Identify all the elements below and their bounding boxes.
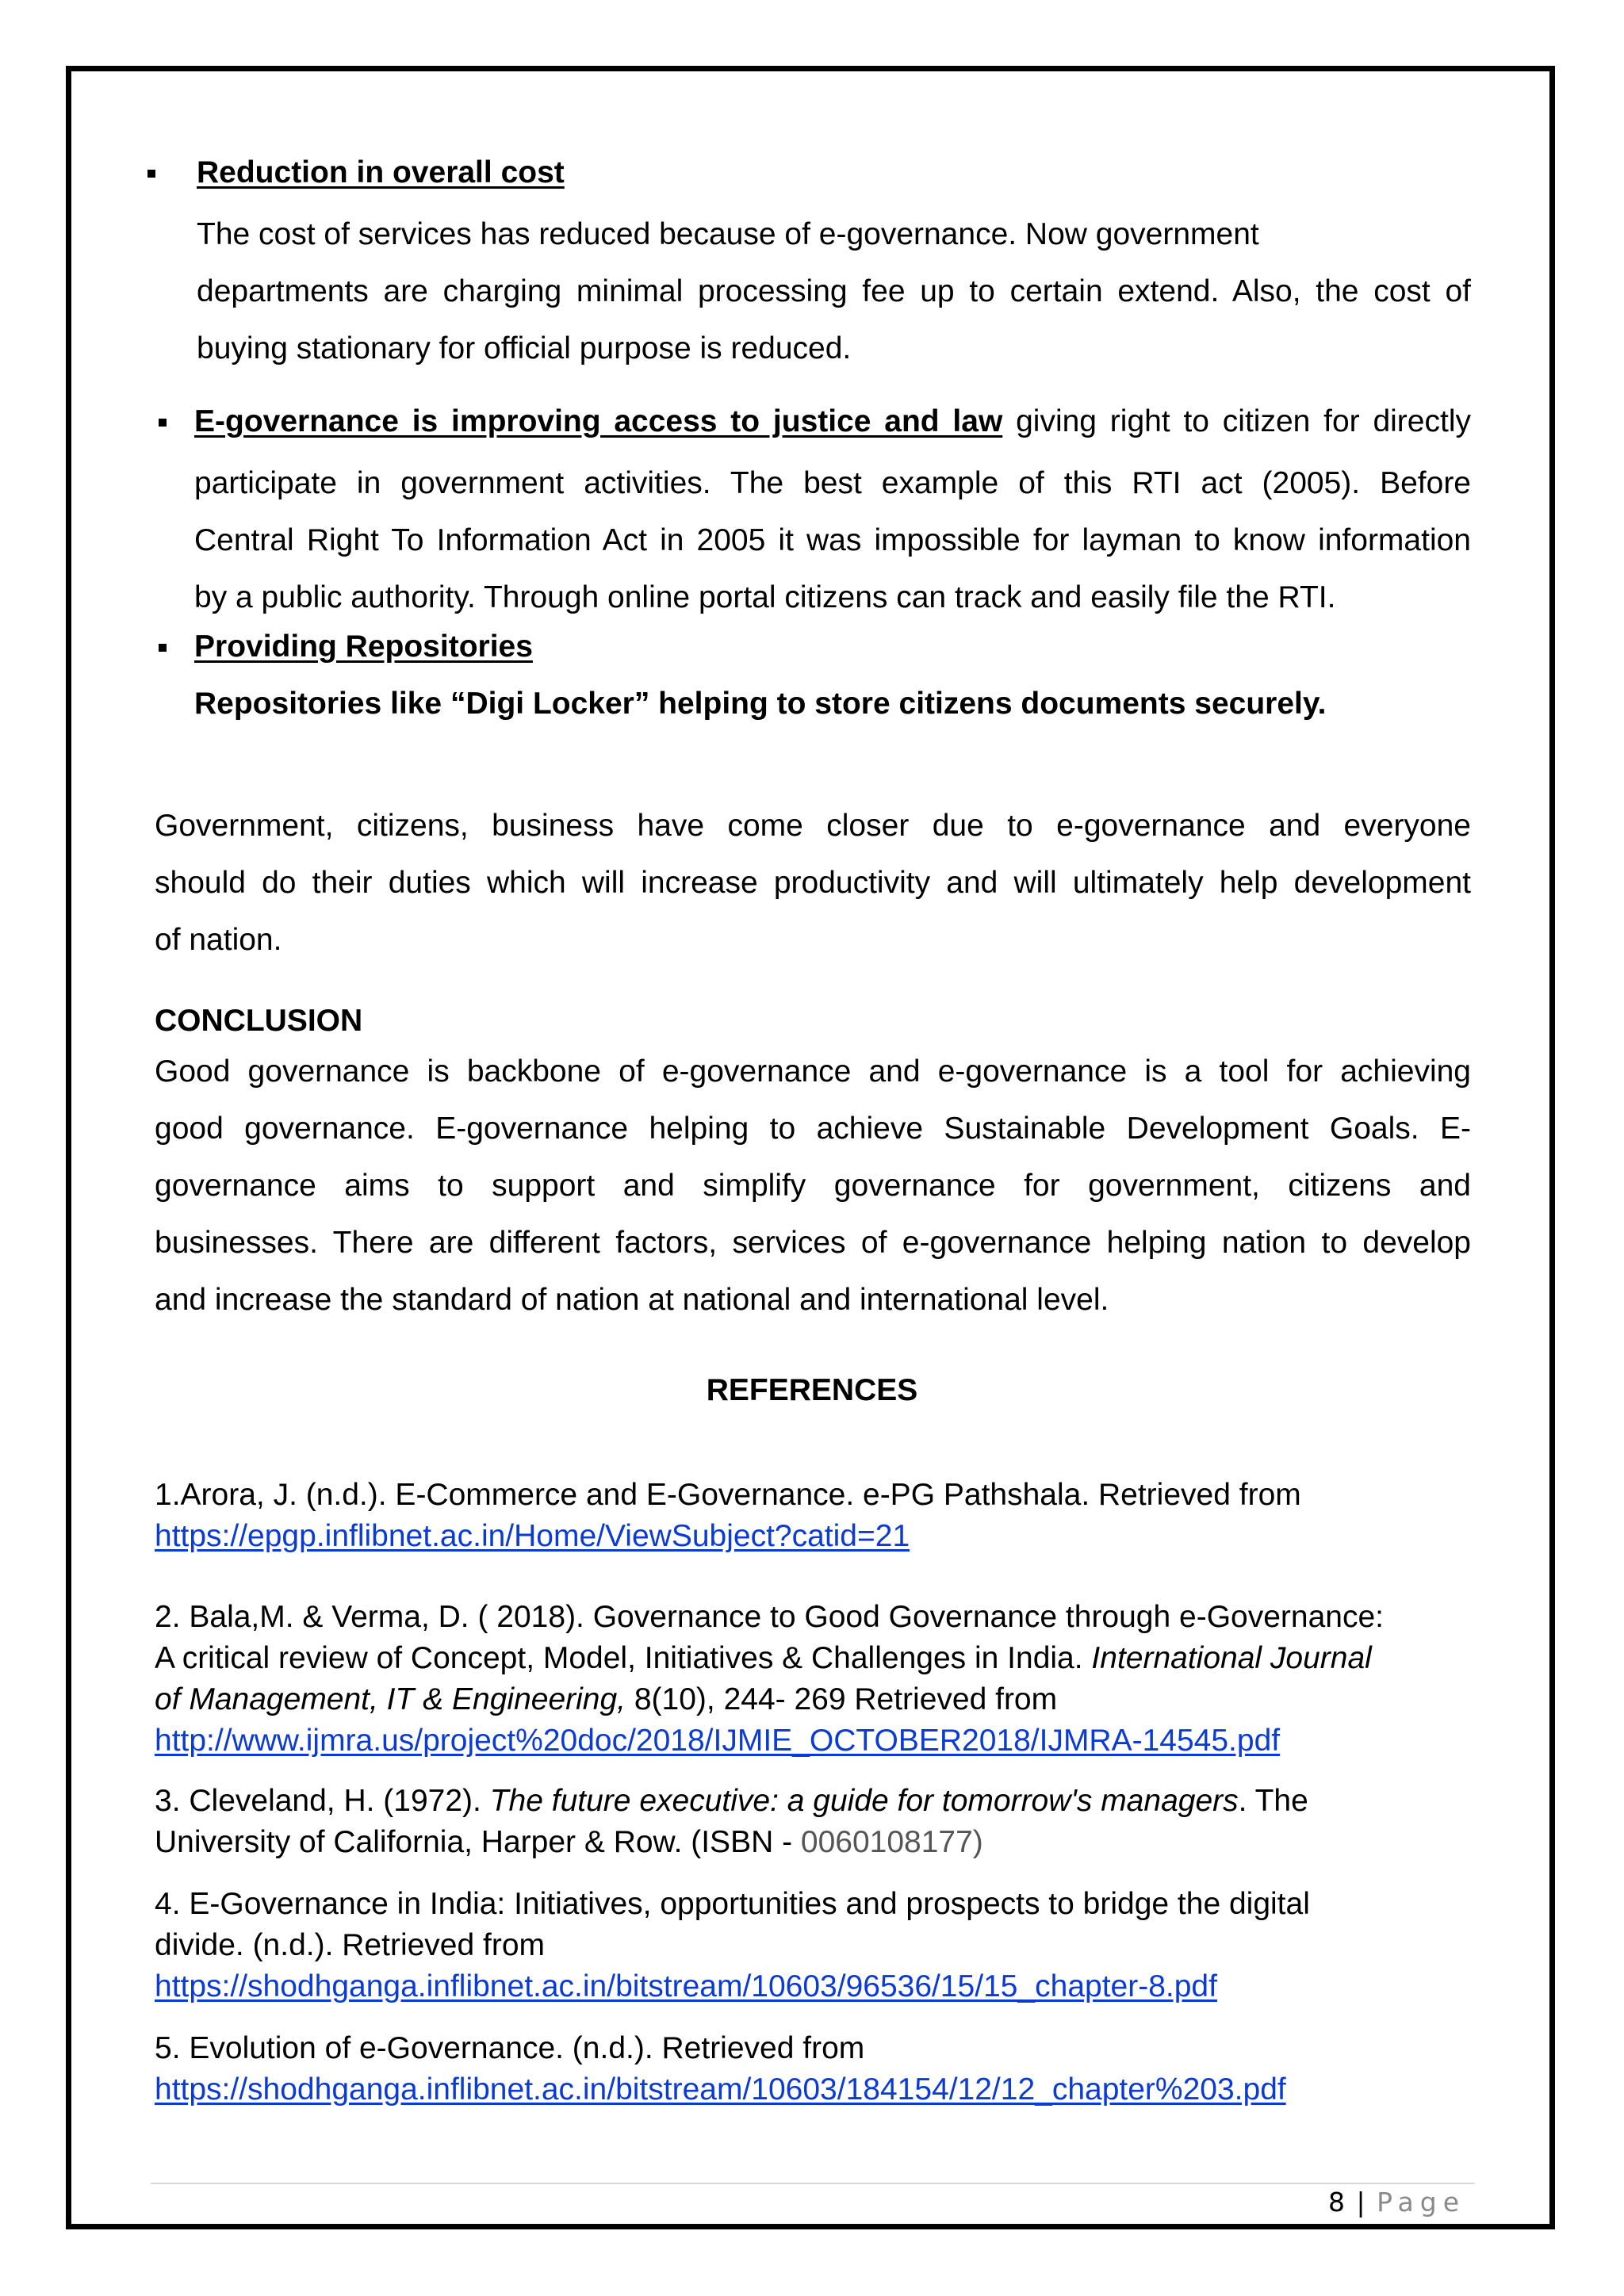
reference-1-link[interactable]: https://epgp.inflibnet.ac.in/Home/ViewSubject?catid=21 — [155, 1519, 910, 1553]
page-footer — [1328, 2187, 1465, 2218]
bullet-icon — [147, 170, 155, 178]
reference-2 — [155, 1597, 1503, 1762]
closer-line-1: Government, citizens, business have come closer due to e-governance and everyone — [155, 809, 1471, 843]
reference-3-publisher: University of California, Harper & Row. (ISBN - — [155, 1825, 801, 1859]
page-word: Page — [1377, 2187, 1465, 2218]
reference-4-line-1: 4. E-Governance in India: Initiatives, opportunities and prospects to bridge the digital — [155, 1887, 1310, 1921]
reference-3-prefix: 3. Cleveland, H. (1972). — [155, 1784, 490, 1818]
repositories-text: Repositories like “Digi Locker” helping to store citizens documents securely. — [194, 687, 1327, 721]
reference-4-line-2: divide. (n.d.). Retrieved from — [155, 1928, 546, 1962]
justice-first-tail: giving right to citizen for directly — [1002, 404, 1471, 438]
bullet-icon — [159, 419, 167, 427]
justice-line-2: participate in government activities. The best example of this RTI act (2005). Before — [194, 466, 1471, 500]
justice-first-line — [194, 401, 1471, 442]
closer-line-2: should do their duties which will increase productivity and will ultimately help development — [155, 866, 1471, 900]
conclusion-line-5: and increase the standard of nation at national and international level. — [155, 1283, 1109, 1317]
reference-5-line-1: 5. Evolution of e-Governance. (n.d.). Retrieved from — [155, 2031, 865, 2065]
bullet-icon — [159, 644, 167, 652]
cost-section — [197, 152, 1471, 377]
reference-3-isbn: 0060108177) — [800, 1825, 983, 1859]
conclusion-line-4: businesses. There are different factors, services of e-governance helping nation to develop — [155, 1226, 1471, 1260]
conclusion-line-2: good governance. E-governance helping to achieve Sustainable Development Goals. E- — [155, 1112, 1471, 1146]
reference-3-line-2 — [155, 1822, 1503, 1863]
repositories-heading: Providing Repositories — [194, 629, 533, 664]
justice-line-4: by a public authority. Through online portal citizens can track and easily file the RTI. — [194, 580, 1336, 614]
reference-2-line-1: 2. Bala,M. & Verma, D. ( 2018). Governance to Good Governance through e-Governance: — [155, 1600, 1385, 1634]
reference-2-journal-part-1: International Journal — [1091, 1641, 1372, 1675]
reference-2-line-2 — [155, 1638, 1503, 1679]
repositories-section — [194, 626, 1471, 725]
closer-line-3: of nation. — [155, 923, 282, 957]
reference-3-title: The future executive: a guide for tomorrow's managers — [489, 1784, 1239, 1818]
reference-2-line-3 — [155, 1679, 1503, 1720]
references-heading: REFERENCES — [706, 1373, 918, 1407]
footer-separator: | — [1356, 2187, 1367, 2218]
reference-4-link[interactable]: https://shodhganga.inflibnet.ac.in/bitstream/10603/96536/15/15_chapter-8.pdf — [155, 1969, 1217, 2003]
reference-2-journal-part-2: of Management, IT & Engineering, — [155, 1682, 626, 1716]
reference-2-link[interactable]: http://www.ijmra.us/project%20doc/2018/IJMIE_OCTOBER2018/IJMRA-14545.pdf — [155, 1724, 1281, 1758]
cost-line-2: departments are charging minimal processing fee up to certain extend. Also, the cost of — [197, 274, 1471, 308]
reference-1 — [155, 1475, 1503, 1557]
cost-line-3: buying stationary for official purpose is reduced. — [197, 331, 852, 365]
closer-paragraph — [155, 798, 1471, 969]
reference-4 — [155, 1884, 1503, 2007]
conclusion-section — [155, 1001, 1471, 1329]
reference-5-link[interactable]: https://shodhganga.inflibnet.ac.in/bitstream/10603/184154/12/12_chapter%203.pdf — [155, 2072, 1286, 2107]
reference-5 — [155, 2028, 1503, 2110]
reference-3 — [155, 1781, 1503, 1863]
footer-divider — [151, 2183, 1475, 2184]
conclusion-line-1: Good governance is backbone of e-governance and e-governance is a tool for achieving — [155, 1054, 1471, 1089]
justice-line-3: Central Right To Information Act in 2005 it was impossible for layman to know information — [194, 523, 1471, 557]
cost-heading: Reduction in overall cost — [197, 155, 565, 189]
reference-1-text: 1.Arora, J. (n.d.). E-Commerce and E-Governance. e-PG Pathshala. Retrieved from — [155, 1478, 1301, 1512]
justice-heading: E-governance is improving access to justice and law — [194, 404, 1003, 438]
reference-3-suffix: . The — [1238, 1784, 1308, 1818]
conclusion-line-3: governance aims to support and simplify governance for government, citizens and — [155, 1169, 1471, 1203]
reference-2-line-3-plain: 8(10), 244- 269 Retrieved from — [626, 1682, 1058, 1716]
reference-2-line-2-plain: A critical review of Concept, Model, Initiatives & Challenges in India. — [155, 1641, 1092, 1675]
reference-3-line-1 — [155, 1781, 1503, 1822]
conclusion-heading: CONCLUSION — [155, 1004, 363, 1038]
page-number: 8 — [1327, 2187, 1346, 2218]
cost-line-1: The cost of services has reduced because of e-governance. Now government — [197, 217, 1259, 251]
justice-section — [194, 401, 1471, 626]
